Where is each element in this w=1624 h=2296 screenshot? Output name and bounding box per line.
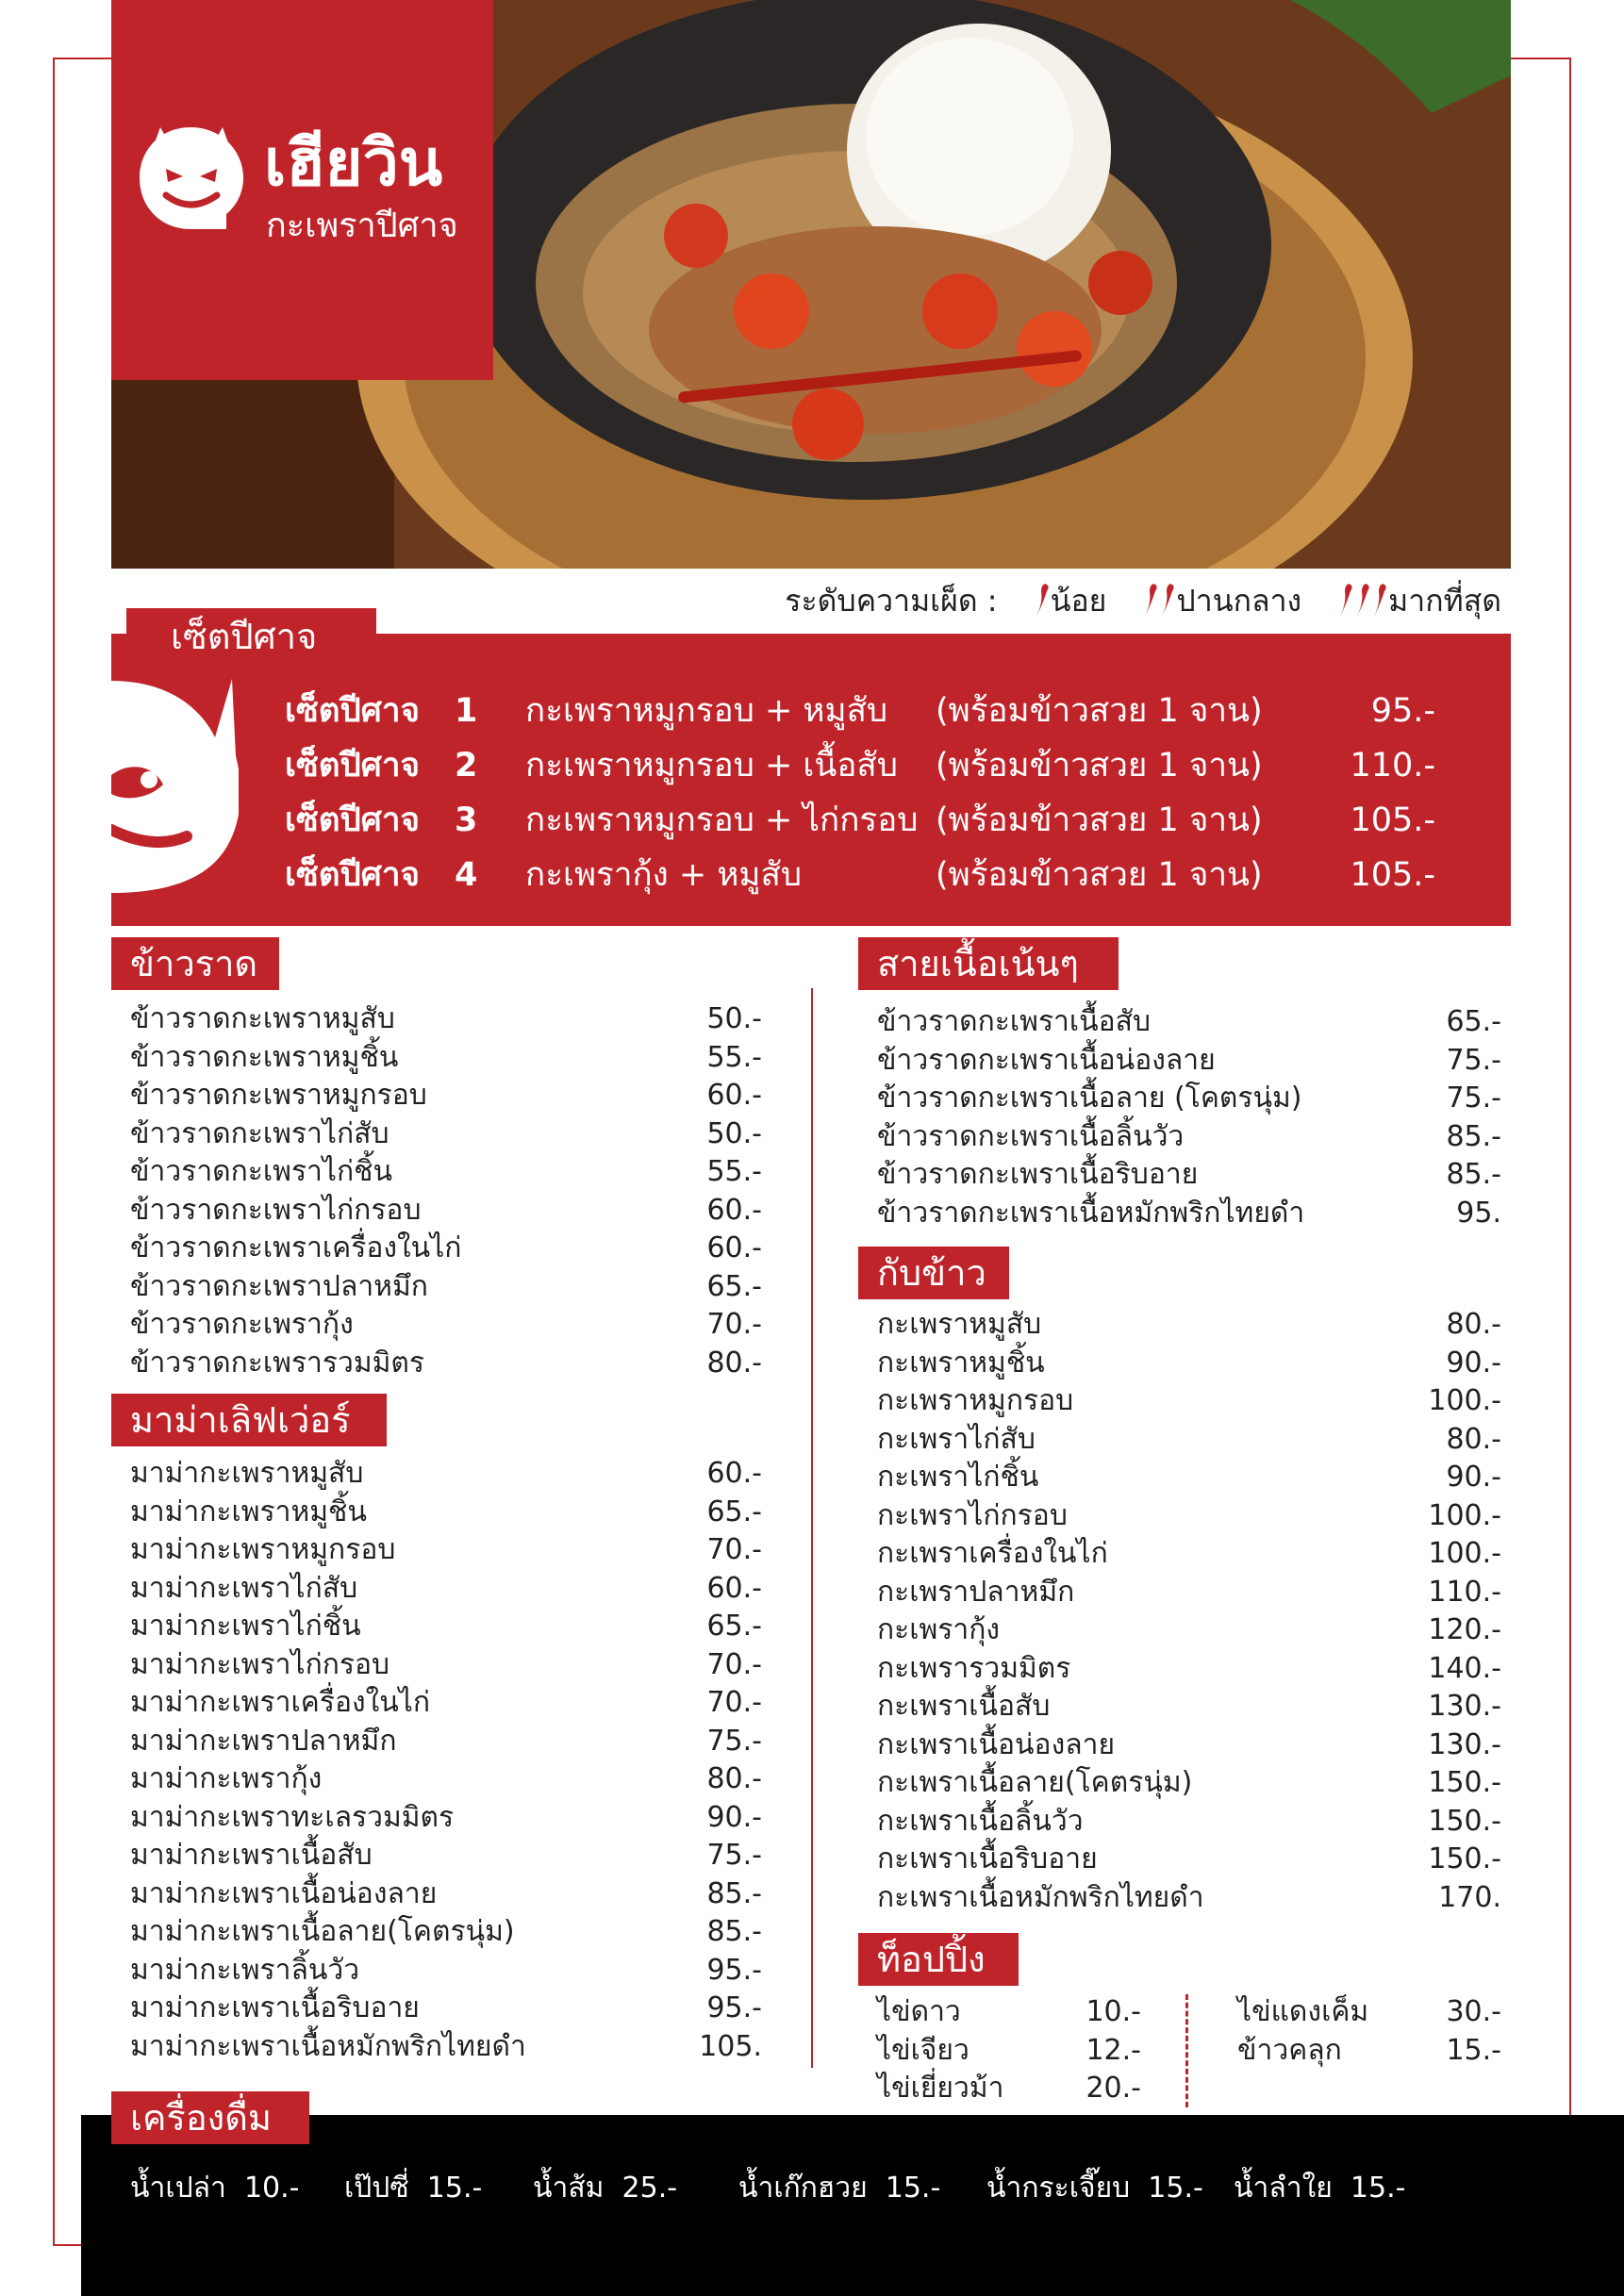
devil-face-icon [111,671,239,893]
menu-item-price: 140.- [1428,1651,1501,1685]
menu-item-price: 95.- [706,1991,762,2024]
spice-level-3 [1337,577,1501,625]
menu-item-name: มาม่ากะเพราเนื้อริบอาย [130,1991,420,2024]
menu-item [130,1153,762,1191]
menu-item [130,1952,762,1990]
menu-item-name: ข้าวคลุก [1237,2033,1342,2067]
menu-item-name: มาม่ากะเพราหมูสับ [130,1457,364,1490]
set-item-desc: กะเพราหมูกรอบ + ไก่กรอบ [525,801,919,839]
menu-item [130,1039,762,1077]
menu-item-price: 130.- [1428,1727,1501,1761]
menu-item [877,1764,1501,1802]
menu-item-name: มาม่ากะเพราไก่ชิ้น [130,1610,361,1643]
menu-item [877,1345,1501,1382]
menu-item-name: ข้าวราดกะเพราไก่สับ [130,1116,389,1150]
drink-item [130,2169,300,2208]
menu-item [1237,2032,1501,2070]
menu-item-price: 50.- [706,1116,762,1150]
menu-item [130,1494,762,1531]
menu-item-price: 65.- [1446,1005,1501,1038]
set-item-label: เซ็ตปีศาจ [285,692,421,730]
mama-section-title: มาม่าเลิฟเว่อร์ [111,1394,387,1446]
menu-item-price: 60.- [706,1457,762,1490]
set-item-number: 4 [455,856,478,894]
menu-item-name: มาม่ากะเพราไก่กรอบ [130,1647,390,1681]
menu-item-price: 130.- [1428,1690,1501,1723]
menu-item-name: ข้าวราดกะเพราเนื้อหมักพริกไทยดำ [877,1196,1305,1230]
menu-item-name: กะเพราไก่สับ [877,1422,1036,1456]
menu-item [130,1345,762,1382]
menu-item [130,1000,762,1038]
drink-price: 15.- [885,2172,941,2205]
set-item-2 [285,741,1473,790]
menu-item-name: มาม่ากะเพราเนื้อน่องลาย [130,1876,438,1910]
drink-item [1234,2169,1405,2208]
menu-item-price: 70.- [706,1308,762,1341]
set-item-desc: กะเพรากุ้ง + หมูสับ [525,856,803,894]
menu-item-name: กะเพราไก่กรอบ [877,1498,1068,1532]
menu-item-price: 90.- [1446,1346,1501,1379]
chili-icon [1142,582,1159,619]
menu-item [130,1760,762,1798]
menu-item-price: 100.- [1428,1498,1501,1532]
menu-item-name: กะเพราหมูสับ [877,1308,1042,1341]
set-item-price: 95.- [1370,692,1435,730]
menu-item-name: ข้าวราดกะเพราปลาหมึก [130,1269,428,1303]
menu-item-price: 100.- [1428,1537,1501,1570]
menu-item-name: มาม่ากะเพราเนื้อหมักพริกไทยดำ [130,2029,526,2063]
menu-item [877,1459,1501,1496]
menu-item-price: 150.- [1428,1804,1501,1838]
devil-logo-icon [132,120,250,238]
side-section-title: กับข้าว [858,1247,1009,1299]
menu-item [130,1455,762,1493]
drink-name: น้ำลำใย [1234,2172,1333,2205]
menu-item [877,1382,1501,1420]
menu-item [877,1306,1501,1344]
menu-item-name: ข้าวราดกะเพราเนื้อริบอาย [877,1158,1199,1191]
set-item-with: (พร้อมข้าวสวย 1 จาน) [936,856,1263,894]
spice-level-label: มากที่สุด [1388,582,1501,619]
set-item-with: (พร้อมข้าวสวย 1 จาน) [936,801,1263,839]
menu-item [130,1230,762,1267]
menu-item-price: 95. [1456,1196,1501,1230]
spice-legend [632,577,1501,624]
menu-item [1237,1993,1501,2031]
menu-item-name: ข้าวราดกะเพราเนื้อน่องลาย [877,1043,1216,1077]
drinks-section-title: เครื่องดื่ม [111,2091,309,2144]
menu-item-name: ข้าวราดกะเพราเนื้อลาย (โคตรนุ่ม) [877,1082,1302,1115]
menu-item [877,1497,1501,1535]
menu-item-price: 55.- [706,1155,762,1188]
menu-item-name: กะเพราเนื้อน่องลาย [877,1727,1116,1761]
menu-item-name: ไข่แดงเค็ม [1237,1995,1369,2028]
menu-item [877,1803,1501,1841]
menu-item-name: มาม่ากะเพรากุ้ง [130,1762,323,1795]
menu-item [877,1574,1501,1611]
menu-item-name: ข้าวราดกะเพราเนื้อลิ้นวัว [877,1119,1185,1153]
menu-item [877,1156,1501,1194]
menu-item-price: 90.- [706,1800,762,1834]
set-item-number: 3 [455,801,478,839]
menu-item [877,1993,1141,2031]
menu-item-name: มาม่ากะเพราลิ้นวัว [130,1953,360,1987]
menu-item-price: 85.- [706,1876,762,1910]
menu-item-price: 55.- [706,1040,762,1074]
menu-item [130,1306,762,1344]
menu-item-price: 30.- [1446,1995,1501,2028]
menu-item-price: 95.- [706,1953,762,1987]
menu-item-name: มาม่ากะเพราเนื้อลาย(โคตรนุ่ม) [130,1915,515,1948]
menu-item [877,1611,1501,1649]
menu-item [877,1688,1501,1726]
menu-item-price: 65.- [706,1610,762,1643]
menu-item-price: 65.- [706,1269,762,1303]
drink-name: น้ำเปล่า [130,2172,226,2205]
menu-item-name: ข้าวราดกะเพราหมูสับ [130,1002,395,1035]
drink-price: 10.- [243,2172,300,2205]
menu-item-name: กะเพรากุ้ง [877,1613,1001,1646]
menu-item-price: 80.- [706,1346,762,1379]
menu-item [130,1570,762,1608]
menu-item-price: 80.- [706,1762,762,1795]
menu-item-name: มาม่ากะเพราเครื่องในไก่ [130,1686,431,1719]
drink-item [738,2169,940,2208]
menu-item [877,1042,1501,1080]
menu-item-name: มาม่ากะเพราทะเลรวมมิตร [130,1800,455,1834]
menu-item [130,2028,762,2066]
chili-icon [1371,582,1388,619]
brand-subtitle: กะเพราปีศาจ [266,206,458,245]
menu-item-price: 85.- [706,1915,762,1948]
menu-item-name: ไข่ดาว [877,1995,961,2028]
menu-item-price: 90.- [1446,1461,1501,1494]
brand-name: เฮียวิน [264,126,443,201]
menu-item-name: ข้าวราดกะเพราไก่กรอบ [130,1193,422,1227]
set-item-price: 110.- [1350,747,1435,785]
menu-item-name: กะเพราเนื้อหมักพริกไทยดำ [877,1880,1204,1914]
menu-item-price: 150.- [1428,1766,1501,1799]
menu-item [877,1003,1501,1041]
beef-section-title: สายเนื้อเน้นๆ [858,937,1119,990]
menu-item [877,1195,1501,1232]
menu-item [130,1192,762,1230]
menu-item-name: ข้าวราดกะเพรารวมมิตร [130,1346,425,1379]
menu-item-name: กะเพราหมูกรอบ [877,1384,1074,1417]
chili-icon [1034,582,1051,619]
set-item-with: (พร้อมข้าวสวย 1 จาน) [936,747,1263,785]
set-item-price: 105.- [1350,801,1435,839]
menu-item [877,1879,1501,1917]
menu-item-name: กะเพราหมูชิ้น [877,1346,1045,1379]
set-item-number: 1 [455,692,478,730]
menu-item [877,2032,1141,2070]
menu-item [877,1650,1501,1688]
drink-item [986,2169,1203,2208]
menu-item-name: กะเพราเครื่องในไก่ [877,1537,1108,1570]
menu-item-name: กะเพราเนื้อสับ [877,1690,1051,1723]
menu-item-price: 150.- [1428,1842,1501,1875]
menu-item-price: 120.- [1428,1613,1501,1646]
menu-item-name: กะเพราเนื้อริบอาย [877,1842,1098,1875]
menu-item-price: 105. [699,2029,762,2063]
menu-item-name: ข้าวราดกะเพราเนื้อสับ [877,1005,1152,1038]
menu-item-name: กะเพราไก่ชิ้น [877,1461,1039,1494]
menu-item-price: 170. [1438,1880,1501,1914]
set-item-label: เซ็ตปีศาจ [285,856,421,894]
menu-item-price: 75.- [706,1724,762,1758]
menu-item-price: 60.- [706,1079,762,1112]
menu-item [130,1990,762,2027]
drink-price: 15.- [1350,2172,1406,2205]
menu-item-price: 10.- [1085,1995,1141,2028]
menu-item-price: 100.- [1428,1384,1501,1417]
menu-item-price: 15.- [1446,2033,1501,2067]
spice-level-label: น้อย [1050,582,1107,619]
menu-item-price: 70.- [706,1533,762,1566]
set-item-label: เซ็ตปีศาจ [285,801,421,839]
set-item-with: (พร้อมข้าวสวย 1 จาน) [936,692,1263,730]
menu-item [877,1841,1501,1878]
menu-item [877,1535,1501,1573]
menu-item-price: 85.- [1446,1158,1501,1191]
menu-item [877,1421,1501,1459]
menu-item [130,1799,762,1837]
menu-item-price: 12.- [1085,2033,1141,2067]
set-item-4 [285,851,1473,900]
drink-name: น้ำกระเจี๊ยบ [986,2172,1131,2205]
drink-name: เป๊ปซี่ [344,2172,409,2205]
chili-icon [1159,582,1176,619]
menu-item-name: ไข่เยี่ยวม้า [877,2072,1004,2105]
menu-item-price: 110.- [1428,1575,1501,1609]
menu-item-price: 50.- [706,1002,762,1035]
menu-item [130,1913,762,1951]
set-item-number: 2 [455,747,478,785]
drink-price: 15.- [426,2172,483,2205]
menu-item-price: 75.- [1446,1082,1501,1115]
menu-item-name: ไข่เจียว [877,2033,969,2067]
drink-name: น้ำส้ม [533,2172,605,2205]
menu-item-name: มาม่ากะเพราไก่สับ [130,1571,358,1605]
menu-item-price: 75.- [706,1839,762,1872]
drink-price: 25.- [621,2172,678,2205]
menu-item [877,2070,1141,2107]
drink-item [344,2169,482,2208]
menu-item-name: กะเพราเนื้อลาย(โคตรนุ่ม) [877,1766,1193,1799]
topping-divider [1185,1994,1188,2107]
menu-item-price: 60.- [706,1571,762,1605]
menu-item-name: กะเพรารวมมิตร [877,1651,1071,1685]
menu-item-name: มาม่ากะเพราปลาหมึก [130,1724,397,1758]
menu-item-price: 70.- [706,1686,762,1719]
menu-item [877,1118,1501,1156]
menu-item [130,1723,762,1760]
menu-item [130,1531,762,1569]
set-item-desc: กะเพราหมูกรอบ + เนื้อสับ [525,747,898,785]
menu-item [130,1608,762,1645]
spice-level-2 [1142,577,1301,625]
menu-item-price: 20.- [1085,2072,1141,2105]
menu-item-name: กะเพราปลาหมึก [877,1575,1075,1609]
menu-item-name: กะเพราเนื้อลิ้นวัว [877,1804,1084,1838]
chili-icon [1354,582,1371,619]
rice-section-title: ข้าวราด [111,937,279,990]
menu-item-price: 60.- [706,1231,762,1264]
menu-item-name: ข้าวราดกะเพราหมูกรอบ [130,1079,427,1112]
menu-item-name: มาม่ากะเพราเนื้อสับ [130,1839,373,1872]
menu-item-price: 65.- [706,1495,762,1528]
menu-item-name: ข้าวราดกะเพราเครื่องในไก่ [130,1231,462,1264]
menu-item-price: 80.- [1446,1422,1501,1456]
set-item-label: เซ็ตปีศาจ [285,747,421,785]
menu-item-price: 70.- [706,1647,762,1681]
menu-item-name: ข้าวราดกะเพราไก่ชิ้น [130,1155,393,1188]
menu-item-price: 75.- [1446,1043,1501,1077]
spice-level-label: ปานกลาง [1176,582,1302,619]
menu-item-name: มาม่ากะเพราหมูกรอบ [130,1533,396,1566]
menu-item-name: ข้าวราดกะเพราหมูชิ้น [130,1040,399,1074]
menu-item [130,1268,762,1306]
menu-item-price: 60.- [706,1193,762,1227]
menu-item [877,1080,1501,1117]
drink-price: 15.- [1148,2172,1203,2205]
chili-icon [1337,582,1354,619]
set-item-desc: กะเพราหมูกรอบ + หมูสับ [525,692,888,730]
set-item-3 [285,796,1473,845]
column-divider [811,988,813,2068]
menu-item [130,1837,762,1875]
drink-item [533,2169,677,2208]
menu-item [130,1684,762,1722]
menu-item-price: 80.- [1446,1308,1501,1341]
menu-item [130,1646,762,1684]
drink-name: น้ำเก๊กฮวย [738,2172,868,2205]
spice-level-1 [1034,577,1107,625]
menu-item [130,1077,762,1115]
menu-item [130,1115,762,1153]
menu-item [877,1726,1501,1764]
menu-item-name: ข้าวราดกะเพรากุ้ง [130,1308,354,1341]
topping-section-title: ท็อปปิ้ง [858,1933,1019,1986]
spice-legend-label: ระดับความเผ็ด : [785,582,998,619]
menu-item-name: มาม่ากะเพราหมูชิ้น [130,1495,367,1528]
set-item-price: 105.- [1350,856,1435,894]
set-item-1 [285,686,1473,735]
menu-item-price: 85.- [1446,1119,1501,1153]
set-section-title: เซ็ตปีศาจ [126,608,376,665]
menu-item [130,1875,762,1913]
